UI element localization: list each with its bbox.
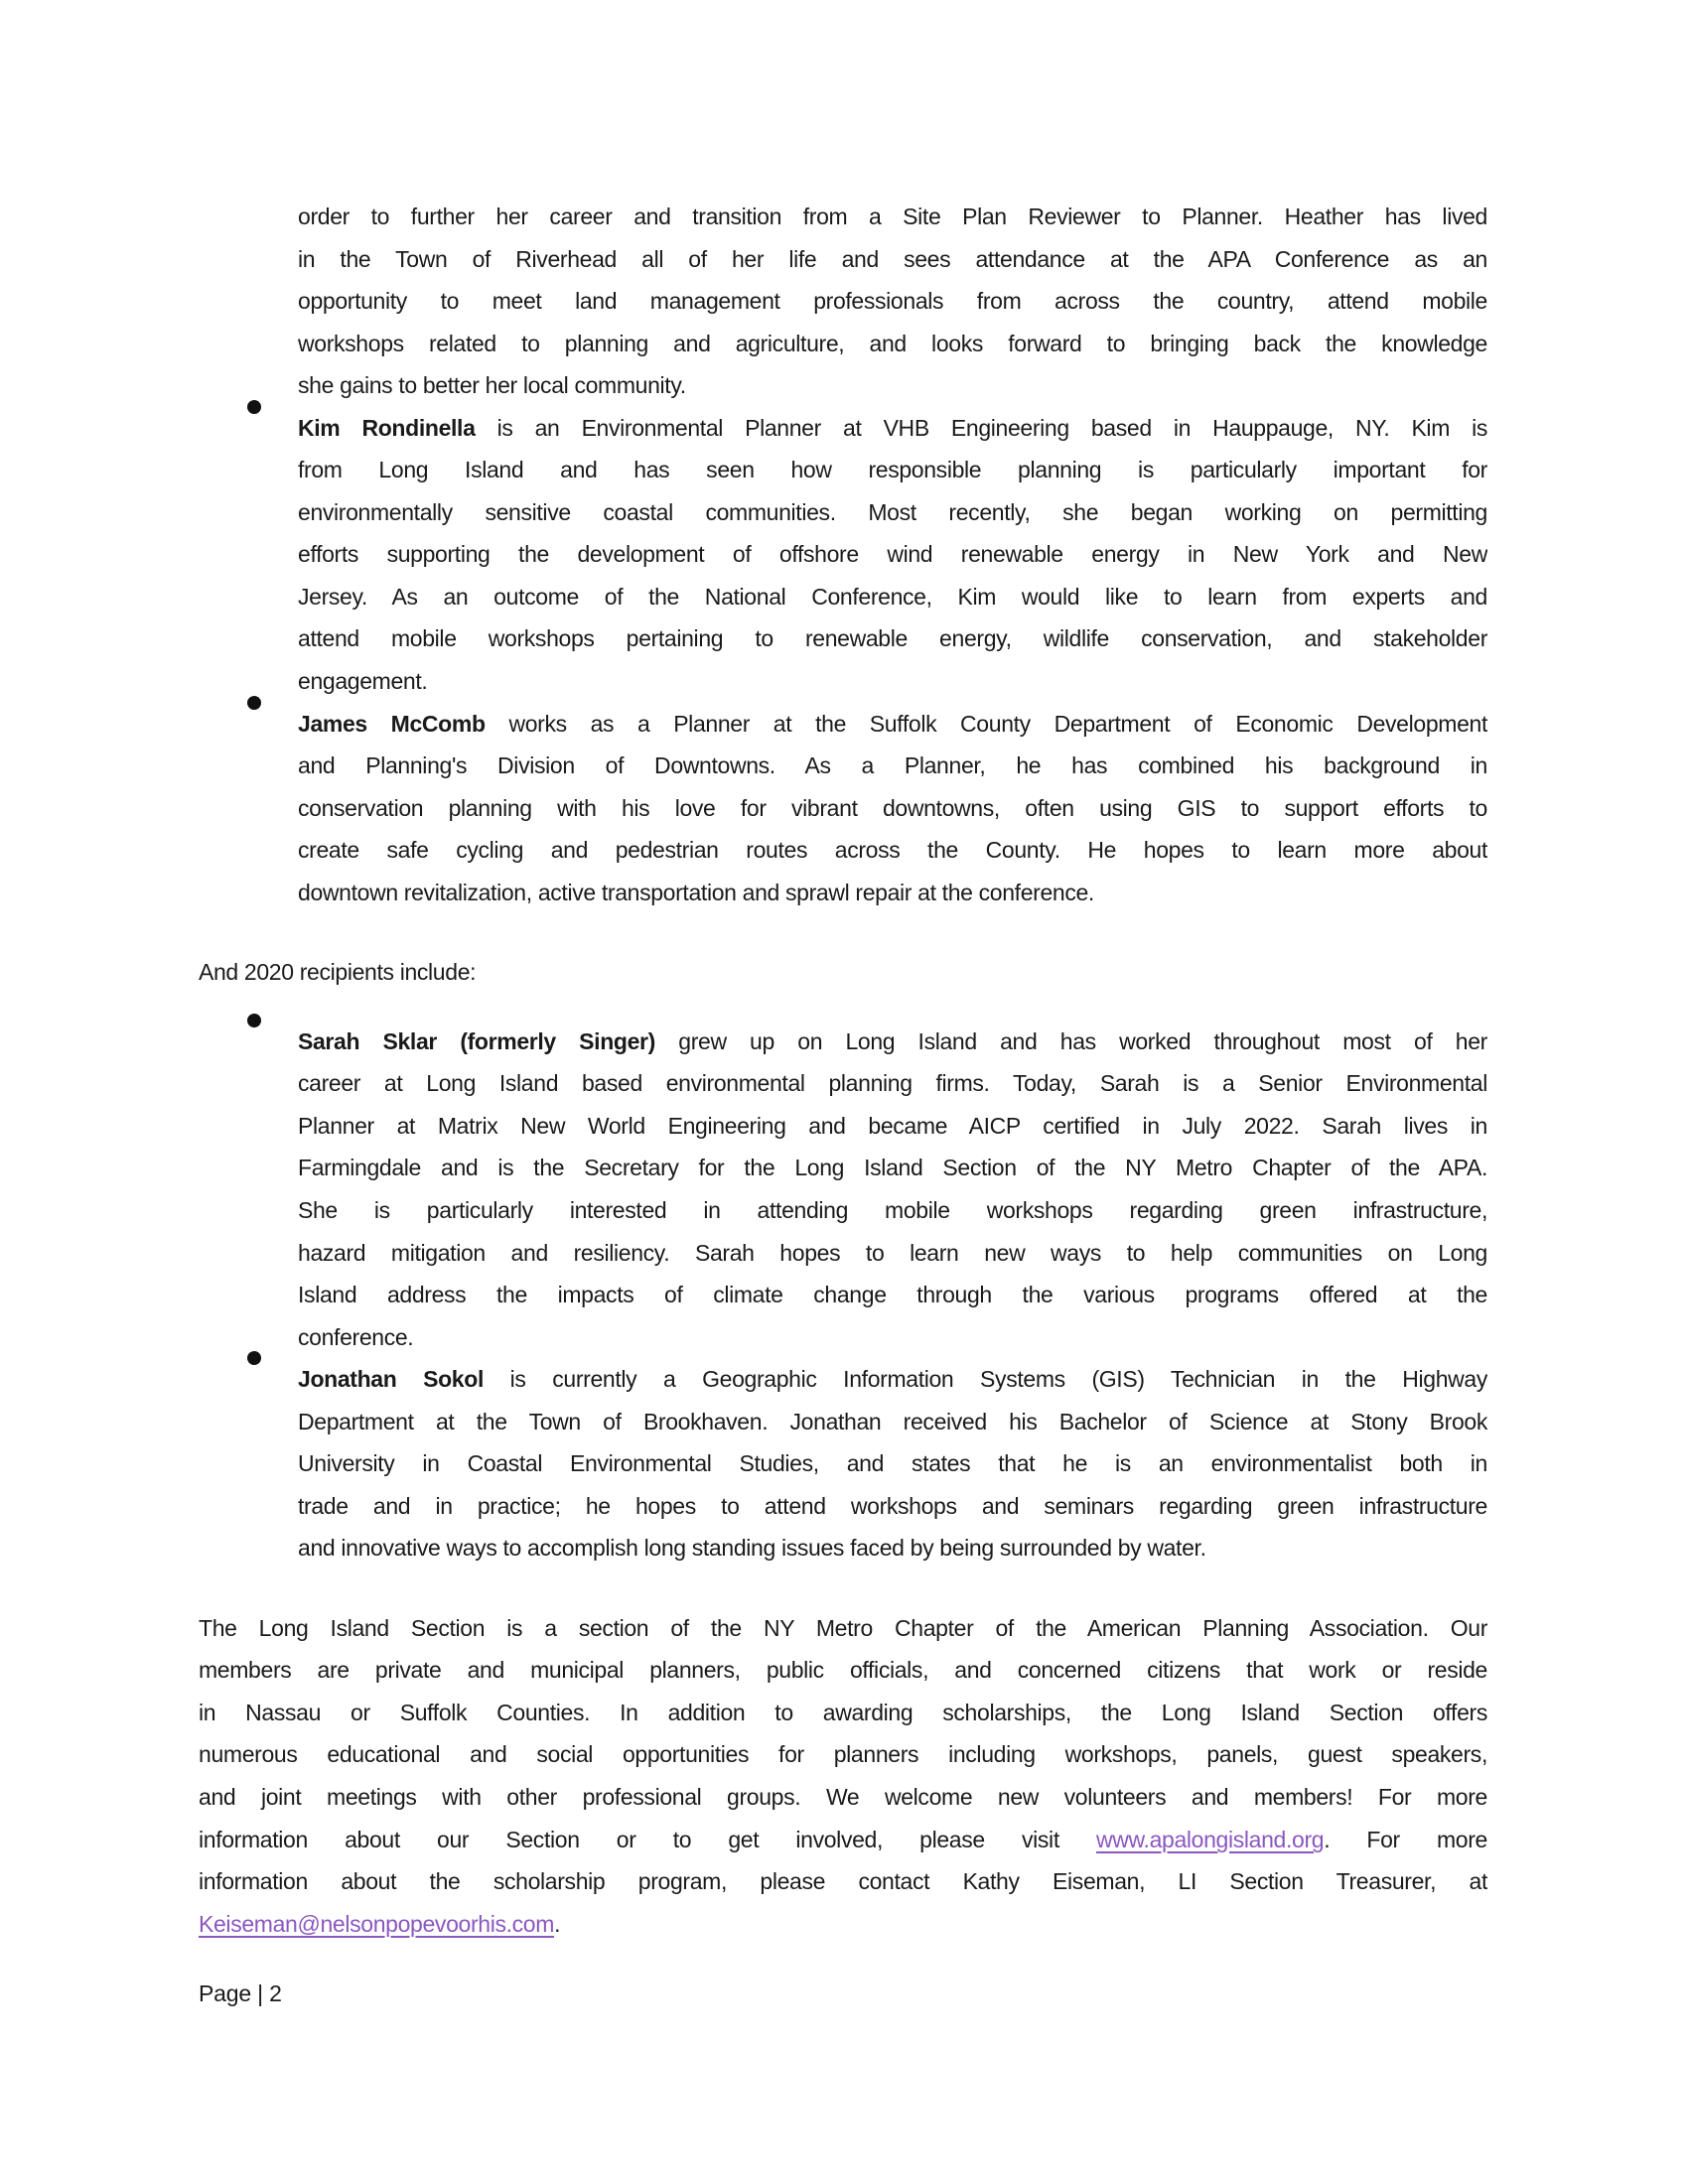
- paragraph-line: in the Town of Riverhead all of her life and sees attendance at the APA Conference as an: [298, 246, 1487, 272]
- paragraph-line: career at Long Island based environmental planning firms. Today, Sarah is a Senior Environmental: [298, 1070, 1487, 1096]
- paragraph-line: University in Coastal Environmental Studies, and states that he is an environmentalist both in: [298, 1450, 1487, 1476]
- bullet-icon: [247, 696, 261, 710]
- paragraph-line: [199, 1903, 1487, 1945]
- paragraph-line: conference.: [298, 1324, 414, 1350]
- paragraph-line: trade and in practice; he hopes to attend workshops and seminars regarding green infrastructure: [298, 1493, 1487, 1519]
- paragraph-line: she gains to better her local community.: [298, 372, 686, 398]
- page-number: Page | 2: [199, 1980, 282, 2006]
- bullet-icon: [247, 1014, 261, 1027]
- recipient-text: grew up on Long Island and has worked throughout most of her: [654, 1028, 1487, 1054]
- paragraph-line: Jersey. As an outcome of the National Conference, Kim would like to learn from experts and: [298, 584, 1487, 610]
- recipient-first-line: [298, 703, 1487, 745]
- section-intro: And 2020 recipients include:: [199, 959, 477, 985]
- paragraph-text: . For more: [1324, 1827, 1487, 1852]
- paragraph-line: workshops related to planning and agriculture, and looks forward to bringing back the knowledge: [298, 331, 1487, 356]
- paragraph-line: create safe cycling and pedestrian routes across the County. He hopes to learn more about: [298, 837, 1487, 863]
- paragraph-line: downtown revitalization, active transportation and sprawl repair at the conference.: [298, 880, 1094, 905]
- recipient-first-line: [298, 407, 1487, 449]
- paragraph-line: conservation planning with his love for vibrant downtowns, often using GIS to support efforts to: [298, 795, 1487, 821]
- paragraph-line: information about the scholarship program, please contact Kathy Eiseman, LI Section Treasurer, at: [199, 1868, 1487, 1894]
- paragraph-line: and joint meetings with other professional groups. We welcome new volunteers and members! For more: [199, 1784, 1487, 1810]
- recipient-name: James McComb: [298, 711, 486, 737]
- recipient-name: Kim Rondinella: [298, 415, 476, 441]
- recipient-text: works as a Planner at the Suffolk County Department of Economic Development: [485, 711, 1487, 737]
- paragraph-line: attend mobile workshops pertaining to renewable energy, wildlife conservation, and stakeholder: [298, 625, 1487, 651]
- email-link[interactable]: Keiseman@nelsonpopevoorhis.com: [199, 1911, 555, 1937]
- paragraph-line: and Planning's Division of Downtowns. As a Planner, he has combined his background in: [298, 752, 1487, 778]
- recipient-name: Sarah Sklar (formerly Singer): [298, 1028, 655, 1054]
- paragraph-text: information about our Section or to get involved, please visit: [199, 1827, 1097, 1852]
- paragraph-line: members are private and municipal planners, public officials, and concerned citizens that work or reside: [199, 1657, 1487, 1683]
- recipient-first-line: [298, 1358, 1487, 1400]
- paragraph-line: Island address the impacts of climate change through the various programs offered at the: [298, 1282, 1487, 1307]
- paragraph-line: engagement.: [298, 668, 428, 694]
- paragraph-line: opportunity to meet land management professionals from across the country, attend mobile: [298, 288, 1487, 314]
- paragraph-line: [199, 1819, 1487, 1860]
- paragraph-line: from Long Island and has seen how responsible planning is particularly important for: [298, 457, 1487, 482]
- paragraph-line: order to further her career and transition from a Site Plan Reviewer to Planner. Heather has lived: [298, 204, 1487, 229]
- recipient-text: is currently a Geographic Information Systems (GIS) Technician in the Highway: [483, 1366, 1487, 1392]
- paragraph-line: hazard mitigation and resiliency. Sarah hopes to learn new ways to help communities on Long: [298, 1240, 1487, 1266]
- paragraph-line: Planner at Matrix New World Engineering and became AICP certified in July 2022. Sarah lives in: [298, 1113, 1487, 1139]
- paragraph-line: and innovative ways to accomplish long standing issues faced by being surrounded by water.: [298, 1535, 1206, 1561]
- paragraph-line: She is particularly interested in attending mobile workshops regarding green infrastructure,: [298, 1197, 1487, 1223]
- recipient-first-line: [298, 1021, 1487, 1062]
- paragraph-line: efforts supporting the development of offshore wind renewable energy in New York and New: [298, 541, 1487, 567]
- recipient-text: is an Environmental Planner at VHB Engineering based in Hauppauge, NY. Kim is: [475, 415, 1487, 441]
- paragraph-line: in Nassau or Suffolk Counties. In addition to awarding scholarships, the Long Island Section offers: [199, 1700, 1487, 1725]
- paragraph-line: Farmingdale and is the Secretary for the Long Island Section of the NY Metro Chapter of the APA.: [298, 1155, 1487, 1180]
- bullet-icon: [247, 1351, 261, 1365]
- paragraph-line: environmentally sensitive coastal communities. Most recently, she began working on permitting: [298, 499, 1487, 525]
- paragraph-line: Department at the Town of Brookhaven. Jonathan received his Bachelor of Science at Stony Brook: [298, 1409, 1487, 1434]
- website-link[interactable]: www.apalongisland.org: [1096, 1827, 1325, 1852]
- paragraph-line: numerous educational and social opportunities for planners including workshops, panels, guest speakers,: [199, 1741, 1487, 1767]
- recipient-name: Jonathan Sokol: [298, 1366, 484, 1392]
- paragraph-text: .: [554, 1911, 561, 1937]
- paragraph-line: The Long Island Section is a section of the NY Metro Chapter of the American Planning Association. Our: [199, 1615, 1487, 1641]
- bullet-icon: [247, 400, 261, 414]
